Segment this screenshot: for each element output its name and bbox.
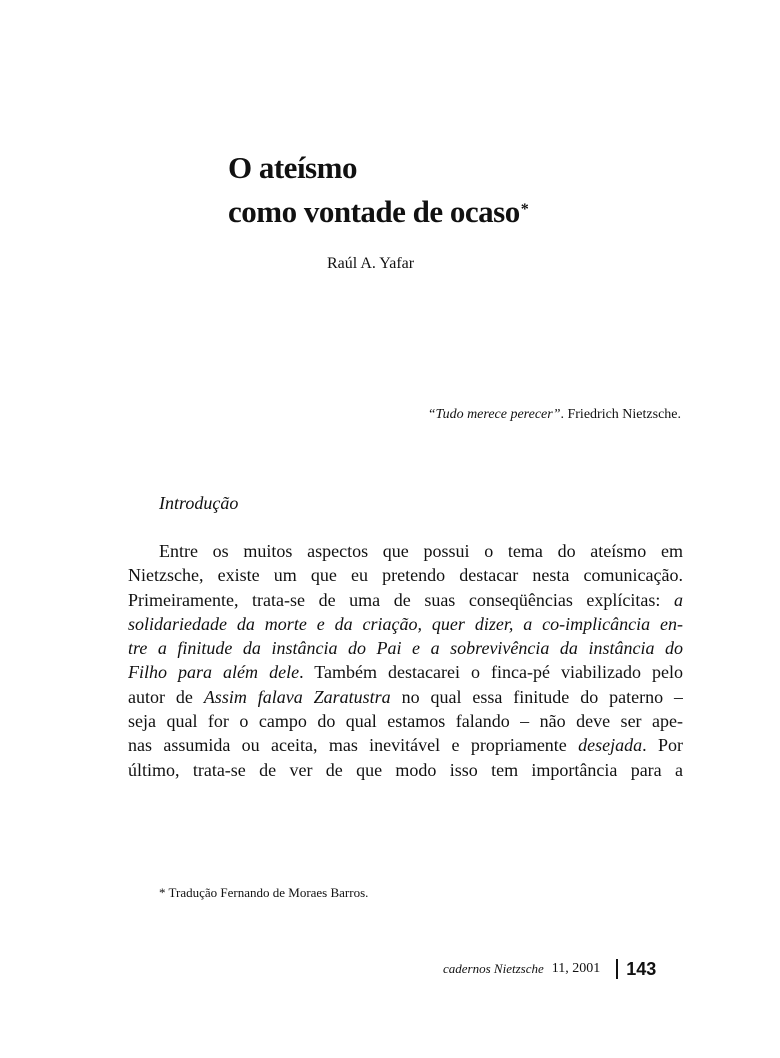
paragraph-italic-segment: Filho para além dele bbox=[128, 662, 300, 683]
paragraph-italic-segment: desejada bbox=[578, 735, 643, 756]
paragraph-segment: . Por bbox=[642, 735, 683, 756]
title-line-1: O ateísmo bbox=[228, 150, 357, 185]
title-line-2-text: como vontade de ocaso bbox=[228, 194, 520, 229]
paragraph-italic-segment: solidariedade da morte e da criação, quer dizer, a co-implicância en- bbox=[128, 613, 683, 634]
journal-issue: 11, 2001 bbox=[551, 961, 601, 976]
paragraph-line bbox=[128, 733, 683, 757]
paragraph-line bbox=[128, 636, 683, 660]
paragraph-segment: nas assumida ou aceita, mas inevitável e propriamente bbox=[128, 735, 579, 756]
epigraph-attribution: . Friedrich Nietzsche. bbox=[560, 407, 681, 422]
running-footer bbox=[443, 958, 656, 980]
paragraph-line bbox=[128, 539, 683, 563]
page-number: 143 bbox=[626, 958, 657, 979]
paragraph-segment: seja qual for o campo do qual estamos falando – não deve ser ape- bbox=[128, 711, 683, 732]
body-paragraph bbox=[128, 539, 683, 782]
paragraph-italic-segment: Assim falava Zaratustra bbox=[203, 686, 391, 707]
title-footnote-marker: * bbox=[520, 201, 529, 218]
paragraph-italic-segment: a bbox=[674, 589, 683, 610]
paragraph-segment: Primeiramente, trata-se de uma de suas conseqüências explícitas: bbox=[128, 589, 674, 610]
paragraph-line bbox=[128, 563, 683, 587]
paragraph-line bbox=[128, 758, 683, 782]
section-heading: Introdução bbox=[159, 493, 239, 513]
paragraph-segment: . Também destacarei o finca-pé viabilizado pelo bbox=[299, 662, 683, 683]
paragraph-line bbox=[128, 685, 683, 709]
paragraph-line bbox=[128, 588, 683, 612]
paragraph-line bbox=[128, 709, 683, 733]
paragraph-segment: último, trata-se de ver de que modo isso tem importância para a bbox=[128, 759, 683, 780]
article-title bbox=[228, 146, 528, 234]
paragraph-segment: Entre os muitos aspectos que possui o tema do ateísmo em bbox=[159, 541, 683, 561]
author-name: Raúl A. Yafar bbox=[327, 255, 415, 272]
paragraph-segment: Nietzsche, existe um que eu pretendo destacar nesta comunicação. bbox=[128, 565, 683, 586]
paragraph-segment: autor de bbox=[128, 686, 204, 707]
paragraph-line bbox=[128, 660, 683, 684]
paragraph-line bbox=[128, 612, 683, 636]
epigraph-quote: “Tudo merece perecer” bbox=[427, 407, 561, 422]
footnote: * Tradução Fernando de Moraes Barros. bbox=[159, 885, 369, 900]
paragraph-italic-segment: tre a finitude da instância do Pai e a sobrevivência da instância do bbox=[128, 638, 683, 659]
epigraph bbox=[428, 407, 681, 423]
title-line-2 bbox=[228, 190, 528, 234]
journal-name: cadernos Nietzsche bbox=[443, 961, 544, 976]
footer-divider bbox=[616, 959, 618, 979]
paragraph-segment: no qual essa finitude do paterno – bbox=[390, 686, 683, 707]
